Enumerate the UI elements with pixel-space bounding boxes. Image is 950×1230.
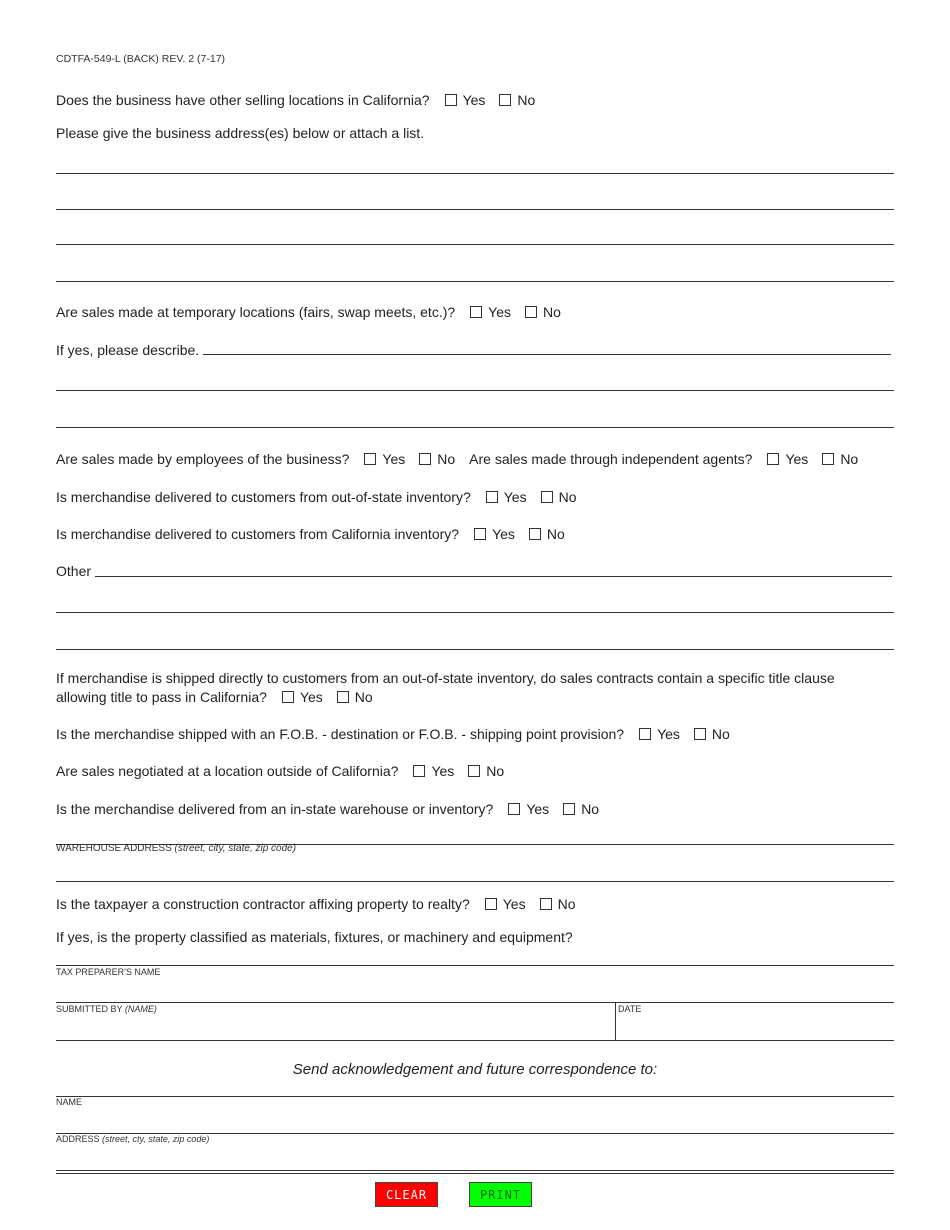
address-line-2[interactable]	[56, 209, 894, 210]
yes-checkbox[interactable]	[364, 453, 376, 465]
yes-checkbox[interactable]	[486, 491, 498, 503]
yes-checkbox[interactable]	[413, 765, 425, 777]
address-double-line	[56, 1173, 894, 1174]
employees-yes-option[interactable]: Yes	[364, 451, 405, 467]
question-text: Does the business have other selling locations in California?	[56, 92, 430, 108]
no-option[interactable]: No	[337, 689, 373, 705]
agents-yes-option[interactable]: Yes	[767, 451, 808, 467]
tax-preparer-field[interactable]	[56, 1002, 894, 1003]
yes-option[interactable]: Yes	[445, 92, 486, 108]
yes-checkbox[interactable]	[445, 94, 457, 106]
yes-option[interactable]: Yes	[508, 801, 549, 817]
no-option[interactable]: No	[499, 92, 535, 108]
address-line-4[interactable]	[56, 281, 894, 282]
property-classified-line	[56, 965, 894, 966]
question-instate-warehouse: Is the merchandise delivered from an in-state warehouse or inventory? Yes No	[56, 801, 600, 817]
yes-checkbox[interactable]	[474, 528, 486, 540]
print-button[interactable]: PRINT	[469, 1182, 532, 1207]
yes-option[interactable]: Yes	[486, 489, 527, 505]
agents-no-option[interactable]: No	[822, 451, 858, 467]
no-checkbox[interactable]	[529, 528, 541, 540]
other-line-2[interactable]	[56, 612, 894, 613]
question-fob: Is the merchandise shipped with an F.O.B. - destination or F.O.B. - shipping point provision? Yes No	[56, 726, 730, 742]
address-label: ADDRESS (street, cty, state, zip code)	[56, 1134, 210, 1144]
question-employees-agents: Are sales made by employees of the business? Yes No Are sales made through independent agents? Yes No	[56, 451, 859, 467]
question-california-inventory: Is merchandise delivered to customers from California inventory? Yes No	[56, 526, 565, 542]
no-option[interactable]: No	[525, 304, 561, 320]
no-checkbox[interactable]	[822, 453, 834, 465]
yes-checkbox[interactable]	[767, 453, 779, 465]
question-title-clause-line1: If merchandise is shipped directly to customers from an out-of-state inventory, do sales contracts contain a specific title clause	[56, 670, 835, 686]
no-checkbox[interactable]	[563, 803, 575, 815]
no-option[interactable]: No	[540, 896, 576, 912]
describe-line-2[interactable]	[56, 390, 894, 391]
other-line-3[interactable]	[56, 649, 894, 650]
no-option[interactable]: No	[541, 489, 577, 505]
date-divider	[615, 1002, 616, 1040]
no-option[interactable]: No	[468, 763, 504, 779]
yes-option[interactable]: Yes	[485, 896, 526, 912]
no-checkbox[interactable]	[541, 491, 553, 503]
question-negotiated-outside: Are sales negotiated at a location outside of California? Yes No	[56, 763, 505, 779]
warehouse-address-field[interactable]	[56, 881, 894, 882]
address-field[interactable]	[56, 1170, 894, 1171]
describe-line-1[interactable]	[203, 354, 891, 355]
question-out-of-state-inventory: Is merchandise delivered to customers from out-of-state inventory? Yes No	[56, 489, 577, 505]
yes-checkbox[interactable]	[508, 803, 520, 815]
yes-option[interactable]: Yes	[282, 689, 323, 705]
no-checkbox[interactable]	[499, 94, 511, 106]
no-option[interactable]: No	[563, 801, 599, 817]
submitted-by-date-field[interactable]	[56, 1040, 894, 1041]
question-temporary-locations: Are sales made at temporary locations (fairs, swap meets, etc.)? Yes No	[56, 304, 561, 320]
other-line-1[interactable]	[95, 576, 892, 577]
question-contractor: Is the taxpayer a construction contractor affixing property to realty? Yes No	[56, 896, 576, 912]
tax-preparer-label: TAX PREPARER'S NAME	[56, 967, 161, 977]
if-yes-describe-label: If yes, please describe.	[56, 342, 200, 358]
no-checkbox[interactable]	[525, 306, 537, 318]
warehouse-address-label: WAREHOUSE ADDRESS (street, city, state, zip code)	[56, 843, 297, 854]
question-property-classified: If yes, is the property classified as materials, fixtures, or machinery and equipment?	[56, 929, 573, 945]
date-label: DATE	[618, 1004, 642, 1014]
no-option[interactable]: No	[694, 726, 730, 742]
employees-no-option[interactable]: No	[419, 451, 455, 467]
yes-option[interactable]: Yes	[639, 726, 680, 742]
no-checkbox[interactable]	[694, 728, 706, 740]
no-option[interactable]: No	[529, 526, 565, 542]
no-checkbox[interactable]	[419, 453, 431, 465]
addresses-note: Please give the business address(es) below or attach a list.	[56, 125, 425, 141]
yes-checkbox[interactable]	[639, 728, 651, 740]
yes-checkbox[interactable]	[485, 898, 497, 910]
question-other-locations	[56, 92, 535, 108]
clear-button[interactable]: CLEAR	[375, 1182, 438, 1207]
no-checkbox[interactable]	[337, 691, 349, 703]
yes-checkbox[interactable]	[282, 691, 294, 703]
question-title-clause-line2: allowing title to pass in California? Yes No	[56, 689, 373, 705]
name-top-line	[56, 1096, 894, 1097]
no-checkbox[interactable]	[468, 765, 480, 777]
name-label: NAME	[56, 1097, 83, 1107]
no-checkbox[interactable]	[540, 898, 552, 910]
send-ack-heading: Send acknowledgement and future correspondence to:	[292, 1061, 658, 1078]
address-line-3[interactable]	[56, 244, 894, 245]
form-id: CDTFA-549-L (BACK) REV. 2 (7-17)	[56, 53, 226, 65]
yes-checkbox[interactable]	[470, 306, 482, 318]
address-line-1[interactable]	[56, 173, 894, 174]
yes-option[interactable]: Yes	[474, 526, 515, 542]
other-label: Other	[56, 563, 92, 579]
yes-option[interactable]: Yes	[470, 304, 511, 320]
describe-line-3[interactable]	[56, 427, 894, 428]
yes-option[interactable]: Yes	[413, 763, 454, 779]
submitted-by-label: SUBMITTED BY (NAME)	[56, 1004, 157, 1014]
